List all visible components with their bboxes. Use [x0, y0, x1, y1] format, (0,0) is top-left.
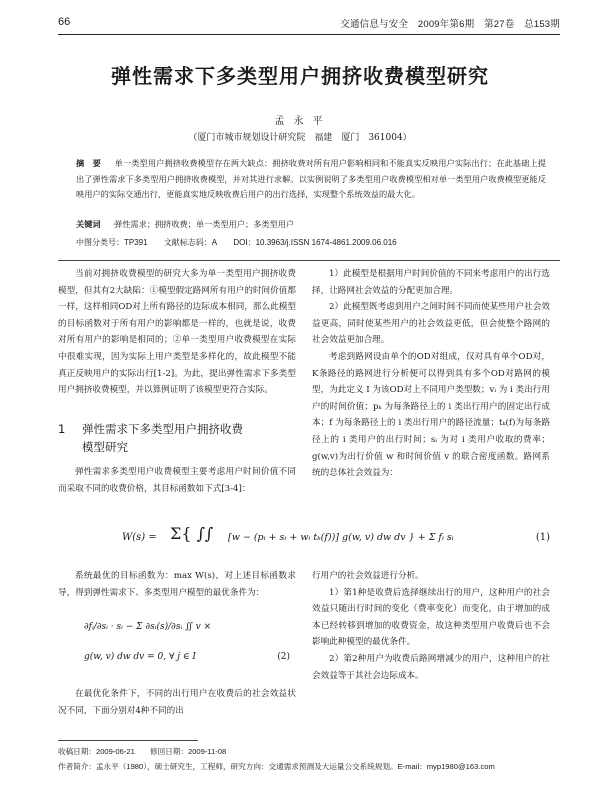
after-eq2-paragraph: 在最优化条件下，不同的出行用户在收费后的社会效益状况不同，下面分别对4种不同的出	[58, 689, 296, 716]
page-number: 66	[58, 16, 71, 28]
section-title-line-2: 模型研究	[82, 440, 128, 454]
right-paragraph-3: 考虑到路网设由单个的OD对组成，仅对具有单个OD对，K条路径的路网进行分析便可以得到具有多个OD对路网的模型，为此定义 I 为该OD对上不同用户类型数；vᵢ 为 i 类出行用户的时间价值；pₖ 为每条路径上的 i 类出行用户的固定出行成本；f 为每条路径上的 i 类出行用户的路径流量；tₖ(f)为每条路径上的 i 类用户的出行时间；sᵢ 为对 i 类用户收取的费率；g(w,v)为出行价值 w 和时间价值 v 的联合密度函数。路网系统的总体社会效益为：	[312, 351, 550, 479]
left-after-eq1	[58, 568, 296, 601]
right-bottom-paragraph-3: 2）第2种用户为收费后路网增减少的用户，这种用户的社会效益等于其社会边际成本。	[312, 653, 550, 681]
section-title-line-1: 弹性需求下多类型用户拥挤收费	[82, 422, 243, 436]
author: 孟 永 平	[274, 116, 326, 127]
equation-2-number: (2)	[277, 652, 290, 662]
left-after-eq2	[58, 686, 296, 719]
doi: DOI：10.3963/j.ISSN 1674-4861.2009.06.016	[233, 238, 397, 247]
running-header	[58, 14, 560, 32]
right-bottom-paragraph-1: 行用户的社会效益进行分析。	[312, 571, 424, 581]
abstract	[76, 156, 546, 203]
equation-2-line-1: ∂fᵢ/∂sᵢ · sᵢ − Σ ∂sᵢ(s)/∂sᵢ ∬ v ×	[84, 622, 212, 632]
equation-1-number: (1)	[535, 532, 550, 543]
abstract-text: 单一类型用户拥挤收费模型存在两大缺点：拥挤收费对所有用户影响相同和不能真实反映用户实际出行；在此基础上提出了弹性需求下多类型用户拥挤收费模型，并对其进行求解。以实例说明了多类型用户收费模型相对单一类型用户收费模型更能反映用户的实际交通出行，更能真实地反映收费后用户的出行选择，实现整个系统效益的最大化。	[76, 158, 546, 199]
keywords-text: 弹性需求；拥挤收费；单一类型用户；多类型用户	[114, 219, 295, 229]
received-date: 收稿日期：2009-06-21 修回日期：2009-11-08	[58, 747, 227, 756]
section-number: 1	[58, 422, 66, 436]
equation-2	[58, 612, 296, 682]
keywords	[76, 219, 546, 230]
section-heading	[58, 420, 296, 456]
header-rule	[58, 34, 560, 35]
author-bio: 作者简介：孟永平（1980），硕士研究生，工程师，研究方向：交通需求预测及大运量公交系统规划。E-mail：myp1980@163.com	[58, 762, 495, 771]
left-column-intro	[58, 266, 296, 399]
equation-2-line-2: g(w, v) dw dv = 0, ∀ j ∈ I	[84, 652, 196, 662]
journal-info: 交通信息与安全 2009年第6期 第27卷 总153期	[340, 19, 560, 30]
clc-number: 中图分类号：TP391	[76, 238, 148, 247]
after-eq1-paragraph: 系统最优的目标函数为：max W(s)，对上述目标函数求导，得到弹性需求下、多类型用户模型的最优条件为：	[58, 571, 296, 598]
paper-title: 弹性需求下多类型用户拥挤收费模型研究	[111, 64, 489, 88]
article-meta	[76, 237, 411, 248]
abstract-rule	[58, 260, 560, 261]
footnote-rule	[58, 740, 198, 741]
right-bottom-paragraph-2: 1）第1种是收费后选择继续出行的用户，这种用户的社会效益只随出行时间的变化（费率变化）而变化，由于增加的成本已经转移到增加的收费资金，故这种类型用户收费后也不会影响此种模型的最优条件。	[312, 587, 550, 648]
abstract-label: 摘 要	[76, 158, 101, 168]
equation-1	[58, 516, 550, 560]
document-code: 文献标志码：A	[163, 238, 218, 247]
section-paragraph: 弹性需求多类型用户收费模型主要考虑用户时间价值不同而采取不同的收费价格，其目标函数如下式[3-4]：	[58, 467, 296, 494]
equation-1-lhs: W(s) =	[122, 532, 157, 543]
right-column-bottom	[312, 568, 550, 684]
right-paragraph-1: 1）此模型是根据用户时间价值的不同来考虑用户的出行选择，让路网社会效益的分配更加合理。	[312, 269, 550, 296]
section-intro	[58, 464, 296, 497]
right-column-top	[312, 266, 550, 482]
intro-paragraph: 当前对拥挤收费模型的研究大多为单一类型用户拥挤收费模型，但其有2大缺陷：①模型假定路网所有用户的时间价值都一样，这样相同OD对上所有路径的边际成本相同，那么此模型的目标函数对于所有用户的影响都是一样的，也就是说，收费对所有用户的影响是相同的；②单一类型用户收费模型在实际中很难实现，因为实际上用户类型是多样化的，故此模型不能真正反映用户的实际出行[1-2]。为此，提出弹性需求下多类型用户拥挤收费模型，并以算例证明了该模型更符合实际。	[58, 269, 296, 396]
affiliation: （厦门市城市规划设计研究院 福建 厦门 361004）	[188, 133, 412, 143]
sum-symbol: Σ{ ∫∫	[170, 524, 214, 543]
keywords-label: 关键词	[76, 219, 101, 229]
right-paragraph-2: 2）此模型既考虑到用户之间时间不同而使某些用户社会效益更高，同时使某些用户的社会效益更低，但会使整个路网的社会效益更加合理。	[312, 302, 550, 346]
equation-1-rhs: [w − (pᵢ + sᵢ + wᵢ tₖ(f))] g(w, v) dw dv } + Σ fᵢ sᵢ	[228, 532, 454, 543]
